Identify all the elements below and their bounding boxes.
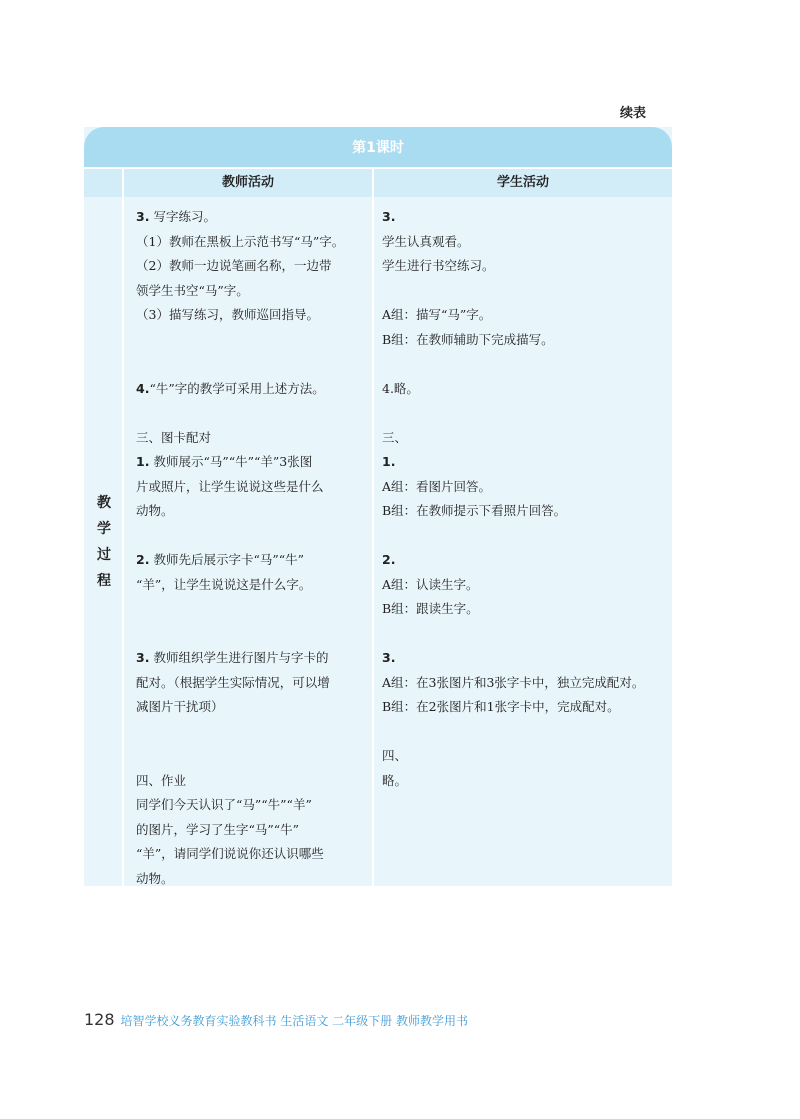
teacher-text: （1）教师在黑板上示范书写“马”字。 bbox=[136, 233, 345, 249]
teacher-activity-header: 教师活动 bbox=[221, 175, 274, 190]
teacher-activity-column bbox=[136, 205, 368, 891]
group-a-text: A组：在3张图片和3张字卡中，独立完成配对。 bbox=[382, 674, 645, 690]
student-step: 4.略。 bbox=[382, 380, 419, 396]
teacher-step: 4.“牛”字的教学可采用上述方法。 bbox=[136, 380, 325, 396]
teacher-step: 2. 教师先后展示字卡“马”“牛” bbox=[136, 552, 304, 567]
teacher-text: 领学生书空“马”字。 bbox=[136, 282, 249, 298]
group-b-text: B组：跟读生字。 bbox=[382, 601, 479, 616]
group-a-text: A组：认读生字。 bbox=[382, 576, 479, 592]
student-section-title: 四、 bbox=[382, 748, 408, 763]
teaching-process-label: 教 学 过 程 bbox=[97, 494, 111, 589]
student-activity-column bbox=[382, 205, 666, 793]
group-b-text: B组：在教师辅助下完成描写。 bbox=[382, 331, 554, 347]
student-step: 3. bbox=[382, 650, 396, 665]
teacher-text: “羊”，让学生说说这是什么字。 bbox=[136, 576, 312, 592]
table-title-bar bbox=[84, 127, 672, 167]
group-b-text: B组：在教师提示下看照片回答。 bbox=[382, 503, 567, 518]
teacher-text: “羊”，请同学们说说你还认识哪些 bbox=[136, 846, 324, 861]
table-header-row bbox=[84, 167, 672, 197]
teacher-text: （3）描写练习，教师巡回指导。 bbox=[136, 307, 319, 322]
student-text: 略。 bbox=[382, 772, 408, 788]
teacher-text: 减图片干扰项） bbox=[136, 699, 224, 714]
lesson-table bbox=[84, 127, 672, 886]
teacher-text: 动物。 bbox=[136, 503, 174, 518]
teacher-text: 的图片，学习了生字“马”“牛” bbox=[136, 821, 300, 837]
student-text: 学生认真观看。 bbox=[382, 233, 470, 249]
table-title: 第1课时 bbox=[352, 140, 404, 156]
page-footer bbox=[84, 1010, 468, 1029]
page-number: 128 bbox=[84, 1010, 115, 1029]
teacher-step: 1. 教师展示“马”“牛”“羊”3张图 bbox=[136, 454, 313, 469]
teacher-section-title: 四、作业 bbox=[136, 772, 187, 788]
column-divider bbox=[372, 169, 374, 886]
teacher-text: 片或照片，让学生说说这些是什么 bbox=[136, 478, 324, 494]
teacher-section-title: 三、图卡配对 bbox=[136, 429, 212, 445]
continued-label: 续表 bbox=[619, 106, 646, 121]
teacher-step: 3. 写字练习。 bbox=[136, 209, 216, 224]
teacher-text: 同学们今天认识了“马”“牛”“羊” bbox=[136, 797, 312, 812]
group-b-text: B组：在2张图片和1张字卡中，完成配对。 bbox=[382, 699, 620, 714]
book-title: 培智学校义务教育实验教科书 生活语文 二年级下册 教师教学用书 bbox=[120, 1014, 468, 1028]
teacher-text: 配对。（根据学生实际情况，可以增 bbox=[136, 674, 330, 690]
teacher-text: 动物。 bbox=[136, 870, 174, 886]
student-text: 学生进行书空练习。 bbox=[382, 258, 495, 273]
teacher-step: 3. 教师组织学生进行图片与字卡的 bbox=[136, 650, 329, 665]
group-a-text: A组：描写“马”字。 bbox=[382, 307, 492, 322]
teacher-text: （2）教师一边说笔画名称，一边带 bbox=[136, 258, 332, 273]
student-step: 2. bbox=[382, 552, 396, 567]
student-section-title: 三、 bbox=[382, 429, 408, 445]
student-step: 1. bbox=[382, 454, 396, 469]
student-activity-header: 学生活动 bbox=[496, 175, 549, 190]
group-a-text: A组：看图片回答。 bbox=[382, 478, 492, 494]
student-step: 3. bbox=[382, 209, 396, 224]
